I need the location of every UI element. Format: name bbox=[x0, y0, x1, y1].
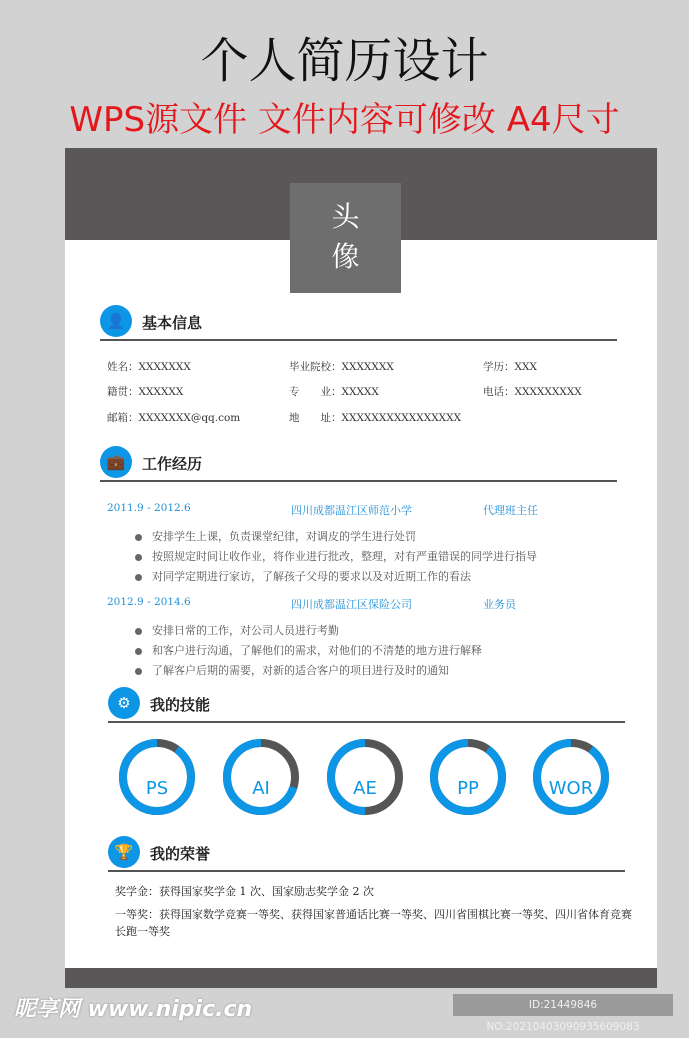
trophy-icon: 🏆 bbox=[108, 836, 140, 868]
skill-donut bbox=[429, 738, 507, 816]
skill-ring bbox=[326, 738, 404, 816]
field-label: 地 址： bbox=[289, 412, 342, 424]
section-title: 我的荣誉 bbox=[150, 845, 211, 863]
section-title: 我的技能 bbox=[150, 696, 211, 714]
watermark-logo: 昵享网 www.nipic.cn bbox=[14, 997, 253, 1022]
photo-placeholder bbox=[290, 183, 401, 293]
job-period: 2011.9 - 2012.6 bbox=[107, 502, 191, 514]
field-label: 电话： bbox=[483, 386, 515, 398]
skill-ring bbox=[532, 738, 610, 816]
field-label: 邮箱： bbox=[107, 412, 139, 424]
info-field bbox=[107, 410, 240, 425]
field-value: XXXXXXX bbox=[138, 361, 191, 373]
field-label: 姓名： bbox=[107, 361, 139, 373]
skill-donut bbox=[222, 738, 300, 816]
job-org: 四川成都温江区保险公司 bbox=[291, 598, 412, 611]
field-value: XXXXX bbox=[341, 386, 379, 398]
section-title: 工作经历 bbox=[142, 455, 203, 473]
field-value: XXXXXXXXX bbox=[514, 386, 582, 398]
field-value: XXXXXXX@qq.com bbox=[138, 412, 241, 424]
section-title: 基本信息 bbox=[142, 314, 203, 332]
job-duty: 安排日常的工作，对公司人员进行考勤 bbox=[135, 622, 339, 638]
skill-ring bbox=[429, 738, 507, 816]
section-basic bbox=[100, 305, 617, 341]
skill-name: WOR bbox=[548, 778, 594, 799]
skill-name: AE bbox=[353, 778, 377, 799]
skill-donut bbox=[532, 738, 610, 816]
field-label: 学历： bbox=[483, 361, 515, 373]
field-label: 专 业： bbox=[289, 386, 342, 398]
info-field bbox=[483, 359, 537, 374]
info-field bbox=[289, 359, 394, 374]
watermark-id: ID:21449846 NO:20210403090935609083 bbox=[453, 994, 673, 1016]
footer-bar bbox=[65, 968, 657, 988]
field-label: 籍贯： bbox=[107, 386, 139, 398]
photo-text-2: 像 bbox=[331, 240, 360, 273]
skill-name: AI bbox=[252, 778, 270, 799]
banner-title: 个人简历设计 bbox=[200, 33, 489, 89]
job-role: 业务员 bbox=[483, 598, 516, 611]
person-icon: 👤 bbox=[100, 305, 132, 337]
resume-page bbox=[65, 148, 657, 988]
job-period: 2012.9 - 2014.6 bbox=[107, 596, 191, 608]
skill-name: PP bbox=[457, 778, 479, 799]
job-duty: 对同学定期进行家访，了解孩子父母的要求以及对近期工作的看法 bbox=[135, 568, 471, 584]
skill-fill bbox=[537, 743, 605, 811]
banner-subtitle: WPS源文件 文件内容可修改 A4尺寸 bbox=[69, 100, 620, 140]
photo-text-1: 头 bbox=[331, 200, 360, 233]
job-duty: 按照规定时间让收作业，将作业进行批改，整理，对有严重错误的同学进行指导 bbox=[135, 548, 537, 564]
field-value: XXX bbox=[514, 361, 537, 373]
info-field bbox=[107, 359, 191, 374]
field-label: 毕业院校： bbox=[289, 361, 342, 373]
section-honors bbox=[108, 836, 625, 872]
honor-line: 一等奖：获得国家数学竞赛一等奖、获得国家普通话比赛一等奖、四川省围棋比赛一等奖、四川省体育竞赛长跑一等奖 bbox=[115, 908, 632, 938]
job-role: 代理班主任 bbox=[483, 504, 538, 517]
skill-ring bbox=[222, 738, 300, 816]
skill-ring bbox=[118, 738, 196, 816]
info-field bbox=[289, 410, 461, 425]
job-org: 四川成都温江区师范小学 bbox=[291, 504, 412, 517]
field-value: XXXXXXX bbox=[341, 361, 394, 373]
honor-line: 奖学金：获得国家奖学金 1 次、国家励志奖学金 2 次 bbox=[115, 885, 374, 898]
job-duty: 和客户进行沟通，了解他们的需求，对他们的不清楚的地方进行解释 bbox=[135, 642, 482, 658]
section-skills bbox=[108, 687, 625, 723]
info-field bbox=[107, 384, 183, 399]
field-value: XXXXXX bbox=[138, 386, 184, 398]
skill-fill bbox=[123, 743, 191, 811]
info-field bbox=[289, 384, 379, 399]
skill-donut bbox=[326, 738, 404, 816]
job-duty: 了解客户后期的需要，对新的适合客户的项目进行及时的通知 bbox=[135, 662, 449, 678]
field-value: XXXXXXXXXXXXXXXX bbox=[341, 412, 462, 424]
skill-donut bbox=[118, 738, 196, 816]
job-duty: 安排学生上课，负责课堂纪律，对调皮的学生进行处罚 bbox=[135, 528, 416, 544]
skill-fill bbox=[434, 743, 502, 811]
skill-name: PS bbox=[145, 778, 169, 799]
briefcase-icon: 💼 bbox=[100, 446, 132, 478]
info-field bbox=[483, 384, 582, 399]
section-work bbox=[100, 446, 617, 482]
gear-icon: ⚙ bbox=[108, 687, 140, 719]
